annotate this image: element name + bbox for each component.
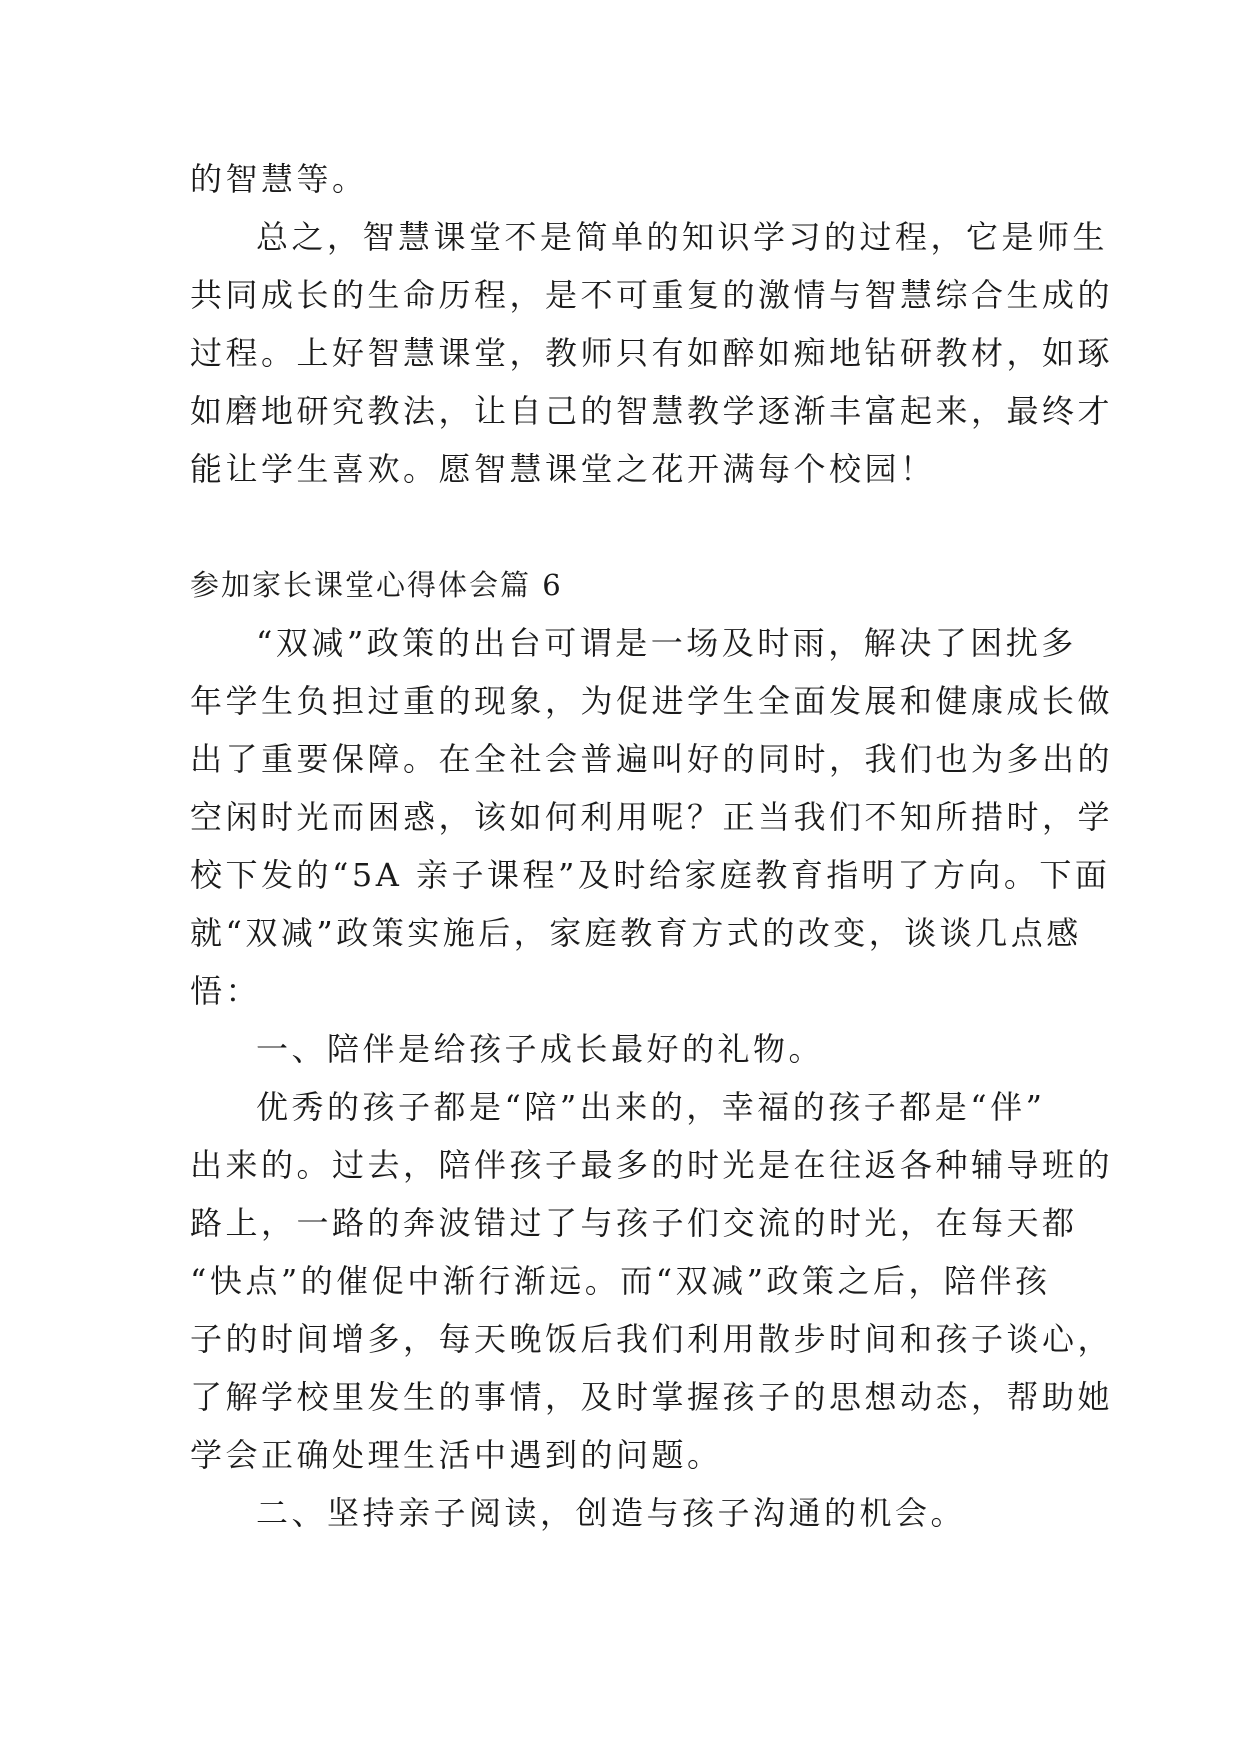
paragraph-line: 优秀的孩子都是“陪”出来的，幸福的孩子都是“伴” [256, 1088, 1046, 1126]
paragraph-line: 出来的。过去，陪伴孩子最多的时光是在往返各种辅导班的 [190, 1146, 1114, 1184]
paragraph-line: 的智慧等。 [190, 160, 368, 198]
paragraph-line: 如磨地研究教法，让自己的智慧教学逐渐丰富起来，最终才 [190, 392, 1114, 430]
document-body [190, 150, 1114, 1542]
paragraph-line: 路上，一路的奔波错过了与孩子们交流的时光，在每天都 [190, 1204, 1078, 1242]
paragraph-line: 悟： [190, 972, 262, 1010]
paragraph-line: 空闲时光而困惑，该如何利用呢？正当我们不知所措时，学 [190, 798, 1114, 836]
paragraph-line: 总之，智慧课堂不是简单的知识学习的过程，它是师生 [256, 218, 1109, 256]
paragraph-line: 能让学生喜欢。愿智慧课堂之花开满每个校园！ [190, 450, 936, 488]
subheading-line: 二、坚持亲子阅读，创造与孩子沟通的机会。 [256, 1494, 967, 1532]
subheading-line: 一、陪伴是给孩子成长最好的礼物。 [256, 1030, 825, 1068]
paragraph-line: 校下发的“5A 亲子课程”及时给家庭教育指明了方向。下面 [190, 856, 1111, 894]
paragraph-line: 子的时间增多，每天晚饭后我们利用散步时间和孩子谈心， [190, 1320, 1114, 1358]
paragraph-line: 出了重要保障。在全社会普遍叫好的同时，我们也为多出的 [190, 740, 1114, 778]
paragraph-line: 过程。上好智慧课堂，教师只有如醉如痴地钻研教材，如琢 [190, 334, 1114, 372]
paragraph-line: 就“双减”政策实施后，家庭教育方式的改变，谈谈几点感 [190, 914, 1082, 952]
paragraph-line: 学会正确处理生活中遇到的问题。 [190, 1436, 723, 1474]
paragraph-line: “快点”的催促中渐行渐远。而“双减”政策之后，陪伴孩 [190, 1262, 1051, 1300]
section-heading: 参加家长课堂心得体会篇 6 [190, 568, 563, 602]
paragraph-line: 了解学校里发生的事情，及时掌握孩子的思想动态，帮助她 [190, 1378, 1114, 1416]
paragraph-line: “双减”政策的出台可谓是一场及时雨，解决了困扰多 [256, 624, 1077, 662]
paragraph-line: 年学生负担过重的现象，为促进学生全面发展和健康成长做 [190, 682, 1114, 720]
paragraph-line: 共同成长的生命历程，是不可重复的激情与智慧综合生成的 [190, 276, 1114, 314]
section-gap [190, 498, 1060, 556]
